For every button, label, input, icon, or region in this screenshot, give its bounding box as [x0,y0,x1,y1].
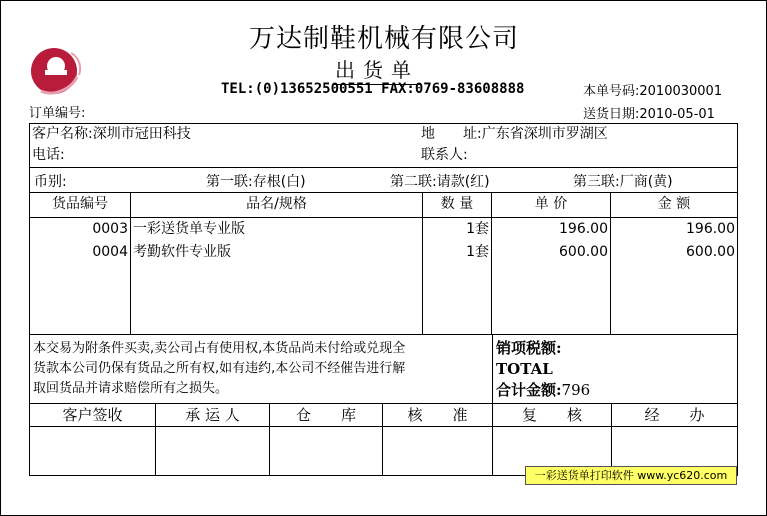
totals-block [496,338,590,401]
copy-1: 第一联:存根(白) [206,174,306,190]
sign-review: 复 核 [493,404,612,426]
copy-2: 第二联:请款(红) [390,174,490,190]
item-code: 0004 [92,243,128,260]
customer-name: 客户名称:深圳市冠田科技 [32,126,191,142]
sign-cell [156,426,270,475]
signature-table [29,404,738,476]
item-qty: 1套 [466,243,489,260]
company-logo-icon [29,41,85,97]
header-name: 品名/规格 [131,193,423,217]
company-name: 万达制鞋机械有限公司 [249,24,520,54]
contact-label: 联系人: [421,147,468,163]
copy-3: 第三联:厂商(黄) [573,174,673,190]
sign-approve: 核 准 [383,404,493,426]
sign-cell [383,426,493,475]
tel-fax: TEL:(0)13652500551 FAX:0769-83608888 [221,81,525,97]
currency-label: 币别: [34,174,67,190]
item-name: 一彩送货单专业版 [133,220,245,237]
item-name: 考勤软件专业版 [133,243,231,260]
customer-info-table [29,123,738,168]
sign-cell [270,426,383,475]
item-amount: 196.00 [686,220,735,237]
sign-warehouse: 仓 库 [270,404,383,426]
item-price: 600.00 [559,243,608,260]
software-ad-banner[interactable]: 一彩送货单打印软件 www.yc620.com [525,466,737,485]
items-table [29,193,738,335]
delivery-date: 送货日期:2010-05-01 [583,107,715,122]
terms-divider [492,334,493,403]
terms-totals-row [29,334,738,404]
item-amount: 600.00 [686,243,735,260]
item-qty: 1套 [466,220,489,237]
header-price: 单 价 [492,193,611,217]
header-qty: 数 量 [423,193,492,217]
currency-row [29,167,738,193]
order-number-label: 订单编号: [29,106,86,121]
sum-amount: 合计金额:796 [496,381,591,399]
bill-number: 本单号码:2010030001 [583,84,723,99]
item-price: 196.00 [559,220,608,237]
phone-label: 电话: [32,147,65,163]
header-amount: 金 额 [611,193,738,217]
sign-customer: 客户签收 [30,404,156,426]
sign-carrier: 承 运 人 [156,404,270,426]
sign-cell [30,426,156,475]
sign-handler: 经 办 [612,404,738,426]
document-title: 出货单 [333,54,421,85]
header-code: 货品编号 [30,193,131,217]
total-label: TOTAL [496,360,553,378]
item-code: 0003 [92,220,128,237]
terms-text: 本交易为附条件买卖,卖公司占有使用权,本货品尚未付给或兑现全 货款本公司仍保有货品之所有权,如有违约,本公司不经催告进行解 取回货品并请求赔偿所有之损失。 [33,341,406,396]
customer-address: 地 址:广东省深圳市罗湖区 [421,126,608,142]
tax-label: 销项税额: [496,339,562,357]
